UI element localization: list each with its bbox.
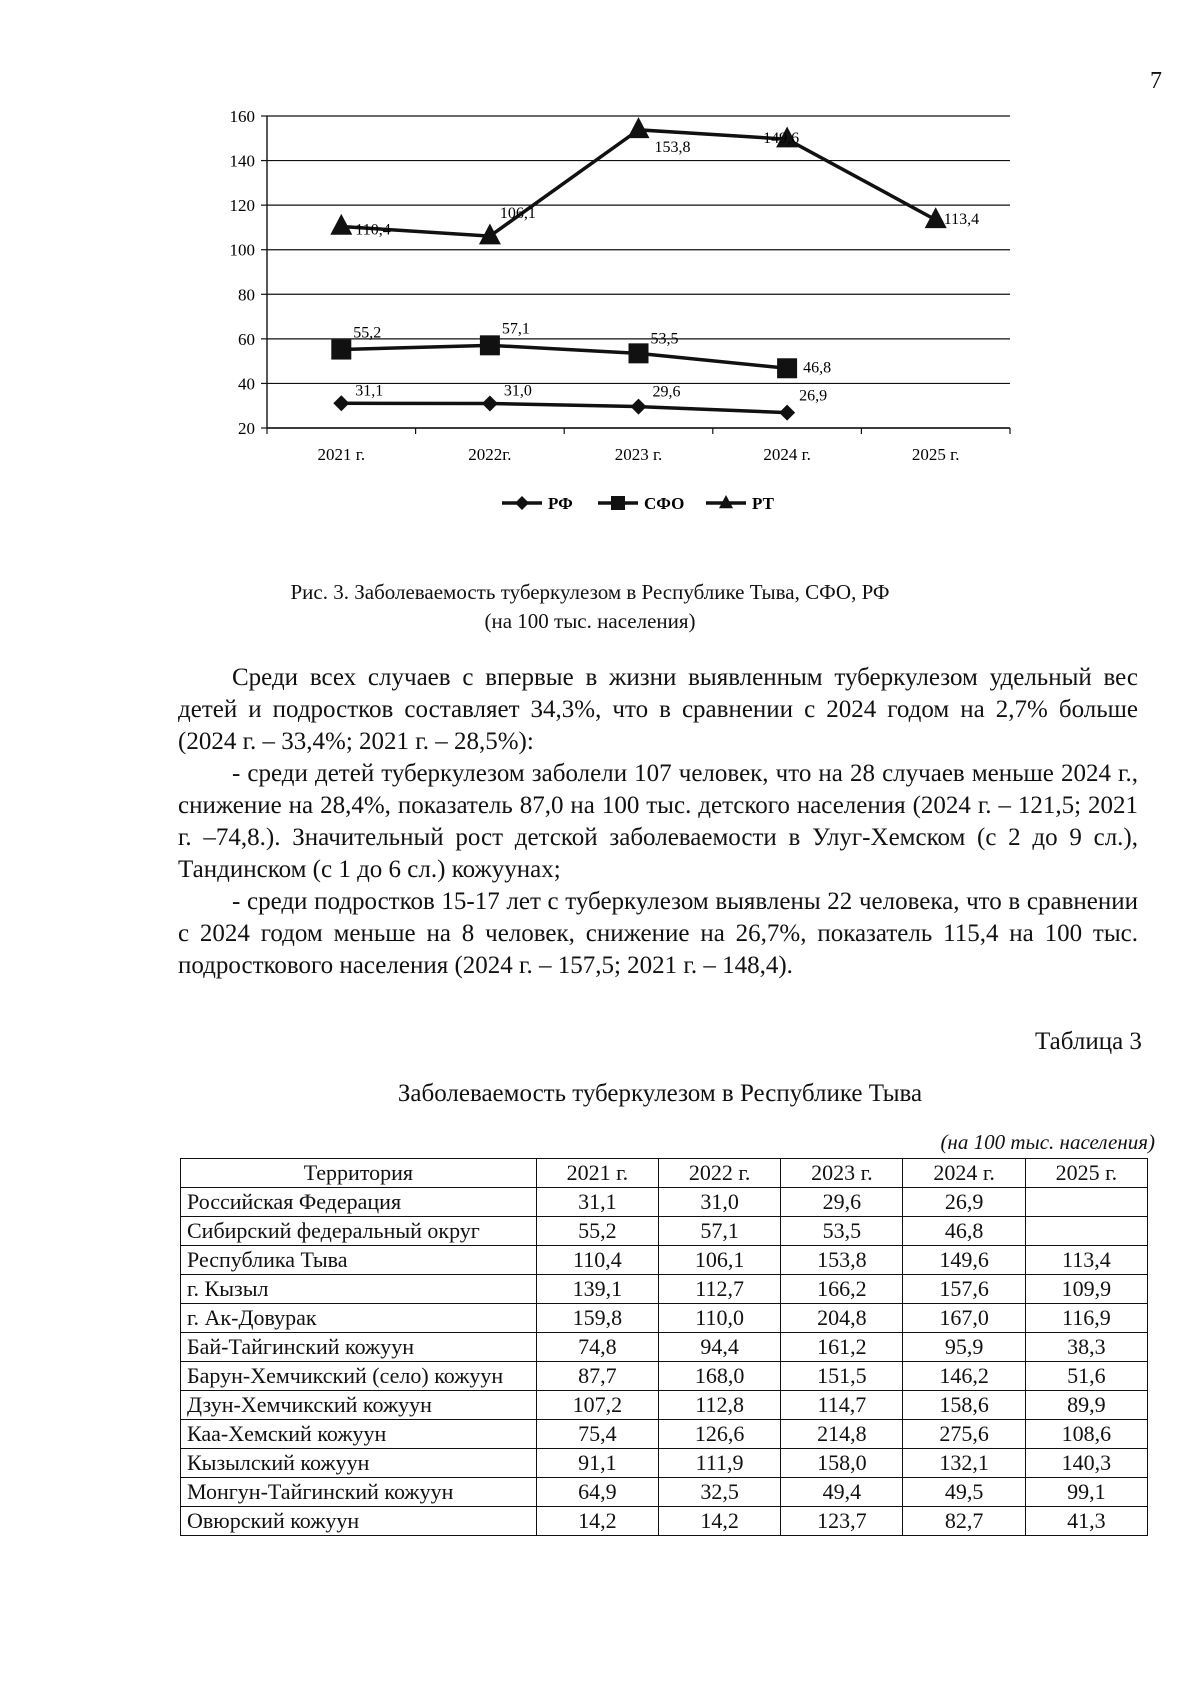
- table-cell-value: 161,2: [781, 1333, 903, 1362]
- table-cell-value: 64,9: [536, 1478, 658, 1507]
- chart-legend: [502, 494, 775, 513]
- table-cell-value: 107,2: [536, 1391, 658, 1420]
- table-cell-value: 87,7: [536, 1362, 658, 1391]
- data-label: 31,1: [355, 382, 384, 400]
- y-tick-label: 20: [238, 419, 255, 438]
- table-cell-territory: Барун-Хемчикский (село) кожуун: [181, 1362, 537, 1391]
- table-cell-value: 14,2: [658, 1507, 780, 1536]
- table-label: Таблица 3: [1035, 1028, 1142, 1055]
- data-point-diamond: [779, 405, 795, 421]
- legend-label: СФО: [644, 494, 685, 513]
- table-cell-value: 29,6: [781, 1188, 903, 1217]
- table-row: [181, 1478, 1148, 1507]
- data-label: 29,6: [652, 383, 681, 401]
- table-cell-value: 99,1: [1025, 1478, 1147, 1507]
- table-cell-territory: Дзун-Хемчикский кожуун: [181, 1391, 537, 1420]
- table-cell-value: 158,0: [781, 1449, 903, 1478]
- table-cell-value: 32,5: [658, 1478, 780, 1507]
- y-tick-label: 40: [238, 374, 255, 394]
- table-cell-value: 168,0: [658, 1362, 780, 1391]
- y-tick-label: 160: [229, 108, 255, 126]
- body-text: [178, 662, 1138, 982]
- data-point-diamond: [333, 395, 349, 411]
- table-cell-value: 166,2: [781, 1275, 903, 1304]
- data-point-square: [611, 496, 625, 510]
- data-label: 113,4: [943, 210, 980, 228]
- y-tick-label: 60: [238, 329, 255, 349]
- table-cell-value: 214,8: [781, 1420, 903, 1449]
- chart-caption-line1: Рис. 3. Заболеваемость туберкулезом в Республике Тыва, СФО, РФ: [290, 580, 890, 604]
- chart-axes: [230, 108, 1011, 464]
- series-line-square: [341, 345, 787, 368]
- table-cell-value: 94,4: [658, 1333, 780, 1362]
- data-label: 106,1: [499, 205, 536, 223]
- table-cell-value: 51,6: [1025, 1362, 1147, 1391]
- table-cell-value: 26,9: [903, 1188, 1025, 1217]
- x-tick-label: 2021 г.: [317, 445, 366, 464]
- chart-caption: [160, 578, 1020, 636]
- table-cell-territory: Овюрский кожуун: [181, 1507, 537, 1536]
- table-cell-value: 149,6: [903, 1246, 1025, 1275]
- legend-label: РФ: [548, 494, 573, 513]
- table-cell-value: 140,3: [1025, 1449, 1147, 1478]
- page-number: 7: [1150, 68, 1162, 94]
- incidence-table: [180, 1158, 1148, 1536]
- table-cell-value: 53,5: [781, 1217, 903, 1246]
- header-2022: 2022 г.: [658, 1159, 780, 1188]
- chart-series: [330, 117, 946, 420]
- data-point-square: [480, 335, 500, 355]
- table-cell-value: 109,9: [1025, 1275, 1147, 1304]
- table-row: [181, 1275, 1148, 1304]
- table-cell-value: 126,6: [658, 1420, 780, 1449]
- table-cell-value: 75,4: [536, 1420, 658, 1449]
- table-cell-value: 159,8: [536, 1304, 658, 1333]
- table-cell-territory: г. Кызыл: [181, 1275, 537, 1304]
- x-tick-label: 2022г.: [468, 445, 512, 464]
- y-tick-label: 140: [229, 151, 255, 171]
- data-label: 55,2: [353, 324, 382, 342]
- table-cell-value: 89,9: [1025, 1391, 1147, 1420]
- data-point-diamond: [515, 496, 529, 510]
- table-cell-value: 167,0: [903, 1304, 1025, 1333]
- table-cell-territory: Бай-Тайгинский кожуун: [181, 1333, 537, 1362]
- table-cell-value: 46,8: [903, 1217, 1025, 1246]
- data-point-diamond: [482, 395, 498, 411]
- table-cell-value: 91,1: [536, 1449, 658, 1478]
- data-label: 31,0: [503, 382, 532, 400]
- x-tick-label: 2023 г.: [614, 445, 663, 464]
- table-units: (на 100 тыс. населения): [940, 1130, 1155, 1154]
- paragraph-1: Среди всех случаев с впервые в жизни выявленным туберкулезом удельный вес детей и подростков составляет 34,3%, что в сравнении с 2024 годом на 2,7% больше (2024 г. – 33,4%; 2021 г. – 28,5%):: [178, 664, 1138, 755]
- table-cell-value: 110,4: [536, 1246, 658, 1275]
- table-cell-value: 49,4: [781, 1478, 903, 1507]
- header-2021: 2021 г.: [536, 1159, 658, 1188]
- x-tick-label: 2025 г.: [911, 445, 960, 464]
- table-cell-value: 31,1: [536, 1188, 658, 1217]
- data-label: 26,9: [799, 387, 828, 405]
- y-tick-label: 80: [238, 285, 255, 305]
- paragraph-3: - среди подростков 15-17 лет с туберкулезом выявлены 22 человека, что в сравнении с 2024 годом меньше на 8 человек, снижение на 26,7%, показатель 115,4 на 100 тыс. подросткового населения (2024 г. – 157,5; 2021 г. – 148,4).: [178, 888, 1138, 979]
- table-cell-territory: Каа-Хемский кожуун: [181, 1420, 537, 1449]
- table-cell-value: 113,4: [1025, 1246, 1147, 1275]
- table-cell-value: 132,1: [903, 1449, 1025, 1478]
- table-row: [181, 1217, 1148, 1246]
- table-row: [181, 1420, 1148, 1449]
- table-cell-value: 95,9: [903, 1333, 1025, 1362]
- table-cell-value: 74,8: [536, 1333, 658, 1362]
- table-cell-value: 57,1: [658, 1217, 780, 1246]
- table-cell-value: 151,5: [781, 1362, 903, 1391]
- data-label: 57,1: [501, 320, 530, 338]
- data-label: 53,5: [650, 330, 679, 348]
- header-territory: Территория: [181, 1159, 537, 1188]
- table-cell-value: 41,3: [1025, 1507, 1147, 1536]
- table-cell-value: 146,2: [903, 1362, 1025, 1391]
- table-row: [181, 1333, 1148, 1362]
- table-cell-value: 31,0: [658, 1188, 780, 1217]
- data-point-square: [331, 340, 351, 360]
- data-point-diamond: [631, 399, 647, 415]
- table-row: [181, 1391, 1148, 1420]
- table-cell-value: 49,5: [903, 1478, 1025, 1507]
- table-cell-value: 114,7: [781, 1391, 903, 1420]
- table-cell-value: [1025, 1188, 1147, 1217]
- table-cell-territory: Российская Федерация: [181, 1188, 537, 1217]
- table-cell-value: 204,8: [781, 1304, 903, 1333]
- table-row: [181, 1449, 1148, 1478]
- table-title: Заболеваемость туберкулезом в Республике Тыва: [397, 1080, 923, 1107]
- table-cell-value: 55,2: [536, 1217, 658, 1246]
- table-row: [181, 1304, 1148, 1333]
- y-tick-label: 120: [229, 196, 255, 216]
- table-cell-value: 112,7: [658, 1275, 780, 1304]
- header-2024: 2024 г.: [903, 1159, 1025, 1188]
- table-cell-territory: Монгун-Тайгинский кожуун: [181, 1478, 537, 1507]
- table-cell-value: 158,6: [903, 1391, 1025, 1420]
- x-tick-label: 2024 г.: [763, 445, 811, 464]
- data-label: 110,4: [355, 221, 391, 239]
- table-header-row: [181, 1159, 1148, 1188]
- table-cell-value: 111,9: [658, 1449, 780, 1478]
- table-cell-value: [1025, 1217, 1147, 1246]
- data-label: 46,8: [803, 359, 832, 377]
- table-row: [181, 1188, 1148, 1217]
- table-cell-territory: Кызылский кожуун: [181, 1449, 537, 1478]
- table-cell-value: 108,6: [1025, 1420, 1147, 1449]
- series-line-triangle: [341, 130, 935, 236]
- chart-data-labels: [353, 130, 979, 404]
- table-cell-value: 157,6: [903, 1275, 1025, 1304]
- table-cell-territory: Сибирский федеральный округ: [181, 1217, 537, 1246]
- data-point-square: [629, 343, 649, 363]
- series-line-diamond: [341, 403, 787, 412]
- table-body: [181, 1188, 1148, 1536]
- data-label: 149,6: [763, 130, 800, 148]
- table-cell-value: 153,8: [781, 1246, 903, 1275]
- data-point-square: [777, 358, 797, 378]
- paragraph-2: - среди детей туберкулезом заболели 107 человек, что на 28 случаев меньше 2024 г., снижение на 28,4%, показатель 87,0 на 100 тыс. детского населения (2024 г. – 121,5; 2021 г. –74,8.). Значительный рост детской заболеваемости в Улуг-Хемском (с 2 до 9 сл.), Тандинском (с 1 до 6 сл.) кожуунах;: [178, 760, 1138, 883]
- table-cell-value: 116,9: [1025, 1304, 1147, 1333]
- table-cell-value: 82,7: [903, 1507, 1025, 1536]
- table-cell-value: 38,3: [1025, 1333, 1147, 1362]
- header-2025: 2025 г.: [1025, 1159, 1147, 1188]
- data-point-triangle: [330, 214, 352, 235]
- legend-label: РТ: [752, 494, 774, 513]
- data-point-triangle: [628, 117, 650, 138]
- table-cell-value: 106,1: [658, 1246, 780, 1275]
- y-tick-label: 100: [229, 240, 255, 260]
- table-cell-value: 110,0: [658, 1304, 780, 1333]
- tuberculosis-line-chart: [220, 108, 1120, 578]
- table-cell-value: 14,2: [536, 1507, 658, 1536]
- table-cell-territory: Республика Тыва: [181, 1246, 537, 1275]
- table-cell-value: 112,8: [658, 1391, 780, 1420]
- table-row: [181, 1507, 1148, 1536]
- table-cell-value: 123,7: [781, 1507, 903, 1536]
- chart-grid: [267, 116, 1010, 428]
- table-cell-value: 275,6: [903, 1420, 1025, 1449]
- chart-caption-line2: (на 100 тыс. населения): [484, 609, 696, 633]
- table-row: [181, 1246, 1148, 1275]
- table-cell-territory: г. Ак-Довурак: [181, 1304, 537, 1333]
- data-label: 153,8: [654, 138, 691, 156]
- table-cell-value: 139,1: [536, 1275, 658, 1304]
- header-2023: 2023 г.: [781, 1159, 903, 1188]
- table-row: [181, 1362, 1148, 1391]
